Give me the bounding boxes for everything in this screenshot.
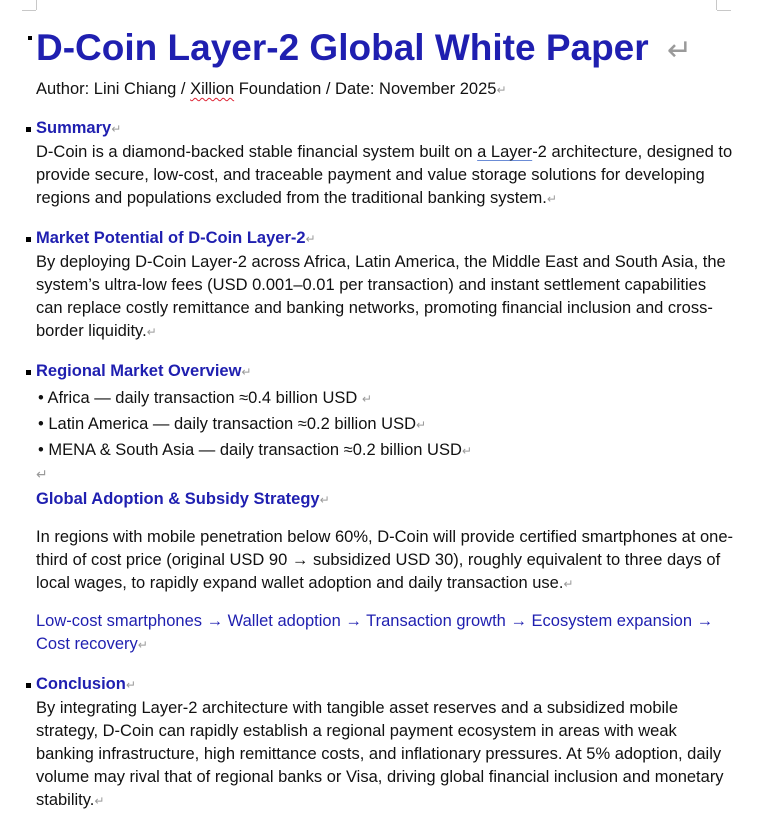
spellcheck-word[interactable]: Xillion bbox=[190, 80, 235, 98]
heading-text: Global Adoption & Subsidy Strategy bbox=[36, 490, 320, 508]
title-text: D-Coin Layer-2 Global White Paper bbox=[36, 27, 649, 68]
text-run: By deploying D-Coin Layer-2 across Africa, Latin America, the Middle East and South Asia, the system’s ultra-low fees (USD 0.001–0.01 per transaction) and instant settlement capabilities can replace costly remittance and banking networks, promoting financial inclusion and cross-border liquidity. bbox=[36, 253, 726, 340]
paragraph-mark-icon: ↵ bbox=[146, 325, 157, 339]
grammar-flagged-text[interactable]: a Layer bbox=[477, 143, 533, 161]
paragraph-mark-icon: ↵ bbox=[546, 192, 557, 206]
conclusion-paragraph[interactable] bbox=[36, 697, 736, 813]
author-suffix: Foundation / Date: November 2025 bbox=[234, 80, 497, 98]
heading-text: Regional Market Overview bbox=[36, 362, 242, 380]
regional-section bbox=[36, 360, 736, 484]
paragraph-mark-icon: ↵ bbox=[496, 83, 507, 97]
heading-marker bbox=[28, 36, 32, 40]
list-item-text: • Latin America — daily transaction ≈0.2 billion USD bbox=[38, 415, 417, 433]
page-corner-mark bbox=[22, 10, 36, 11]
section-heading[interactable] bbox=[36, 360, 736, 384]
paragraph-mark-icon: ↵ bbox=[137, 638, 148, 652]
market-section bbox=[36, 227, 736, 344]
paragraph-mark-icon: ↵ bbox=[416, 418, 427, 432]
list-item[interactable] bbox=[36, 412, 736, 438]
author-prefix: Author: Lini Chiang / bbox=[36, 80, 191, 98]
author-line[interactable] bbox=[36, 78, 736, 101]
list-item-text: • Africa — daily transaction ≈0.4 billion USD bbox=[38, 389, 362, 407]
heading-text: Summary bbox=[36, 119, 112, 137]
paragraph-mark-icon: ↵ bbox=[305, 232, 316, 246]
list-item[interactable] bbox=[36, 438, 736, 464]
paragraph-mark-icon: ↵ bbox=[361, 392, 372, 406]
heading-bullet-icon bbox=[26, 127, 31, 132]
adoption-paragraph[interactable] bbox=[36, 526, 736, 596]
page-corner-mark bbox=[717, 10, 731, 11]
heading-bullet-icon bbox=[26, 237, 31, 242]
summary-paragraph[interactable] bbox=[36, 141, 736, 211]
paragraph-mark-icon: ↵ bbox=[563, 577, 574, 591]
text-run: In regions with mobile penetration below 60%, D-Coin will provide certified smartphones at one-third of cost price (original USD 90 → subsidized USD 30), roughly equivalent to three days of local wages, to rapidly expand wallet adoption and daily transaction use. bbox=[36, 528, 734, 592]
heading-bullet-icon bbox=[26, 370, 31, 375]
heading-text: Market Potential of D-Coin Layer-2 bbox=[36, 229, 306, 247]
page-corner-mark bbox=[716, 0, 717, 10]
page-corner-mark bbox=[36, 0, 37, 10]
document-title[interactable] bbox=[36, 24, 736, 75]
section-heading[interactable] bbox=[36, 227, 736, 251]
heading-bullet-icon bbox=[26, 683, 31, 688]
section-heading[interactable] bbox=[36, 117, 736, 141]
heading-text: Conclusion bbox=[36, 675, 126, 693]
paragraph-mark-icon: ↵ bbox=[319, 493, 330, 507]
paragraph-mark-icon: ↵ bbox=[125, 678, 136, 692]
text-run: -2 architecture, designed to provide secure, low-cost, and traceable payment and value storage solutions for developing regions and populations excluded from the traditional banking system. bbox=[36, 143, 733, 207]
paragraph-mark-icon: ↵ bbox=[666, 34, 693, 67]
document-page[interactable] bbox=[36, 24, 736, 813]
section-heading[interactable] bbox=[36, 488, 736, 512]
market-paragraph[interactable] bbox=[36, 251, 736, 344]
paragraph-mark-icon: ↵ bbox=[241, 365, 252, 379]
text-run: Low-cost smartphones → Wallet adoption → Transaction growth → Ecosystem expansion → Cost recovery bbox=[36, 612, 714, 653]
paragraph-mark-icon: ↵ bbox=[461, 444, 472, 458]
adoption-flow[interactable] bbox=[36, 610, 736, 657]
summary-section bbox=[36, 117, 736, 211]
adoption-section bbox=[36, 488, 736, 657]
paragraph-mark-icon: ↵ bbox=[111, 122, 122, 136]
empty-paragraph[interactable] bbox=[36, 464, 736, 484]
conclusion-section bbox=[36, 673, 736, 813]
paragraph-mark-icon: ↵ bbox=[36, 466, 48, 482]
paragraph-mark-icon: ↵ bbox=[94, 794, 105, 808]
text-run: D-Coin is a diamond-backed stable financial system built on bbox=[36, 143, 478, 161]
section-heading[interactable] bbox=[36, 673, 736, 697]
list-item[interactable] bbox=[36, 386, 736, 412]
list-item-text: • MENA & South Asia — daily transaction ≈0.2 billion USD bbox=[38, 441, 462, 459]
text-run: By integrating Layer-2 architecture with tangible asset reserves and a subsidized mobile strategy, D-Coin can rapidly establish a regional payment ecosystem in areas with weak banking infrastructure, high remittance costs, and inflationary pressures. At 5% adoption, daily volume may rival that of regional banks or Visa, driving global financial inclusion and monetary stability. bbox=[36, 699, 724, 809]
